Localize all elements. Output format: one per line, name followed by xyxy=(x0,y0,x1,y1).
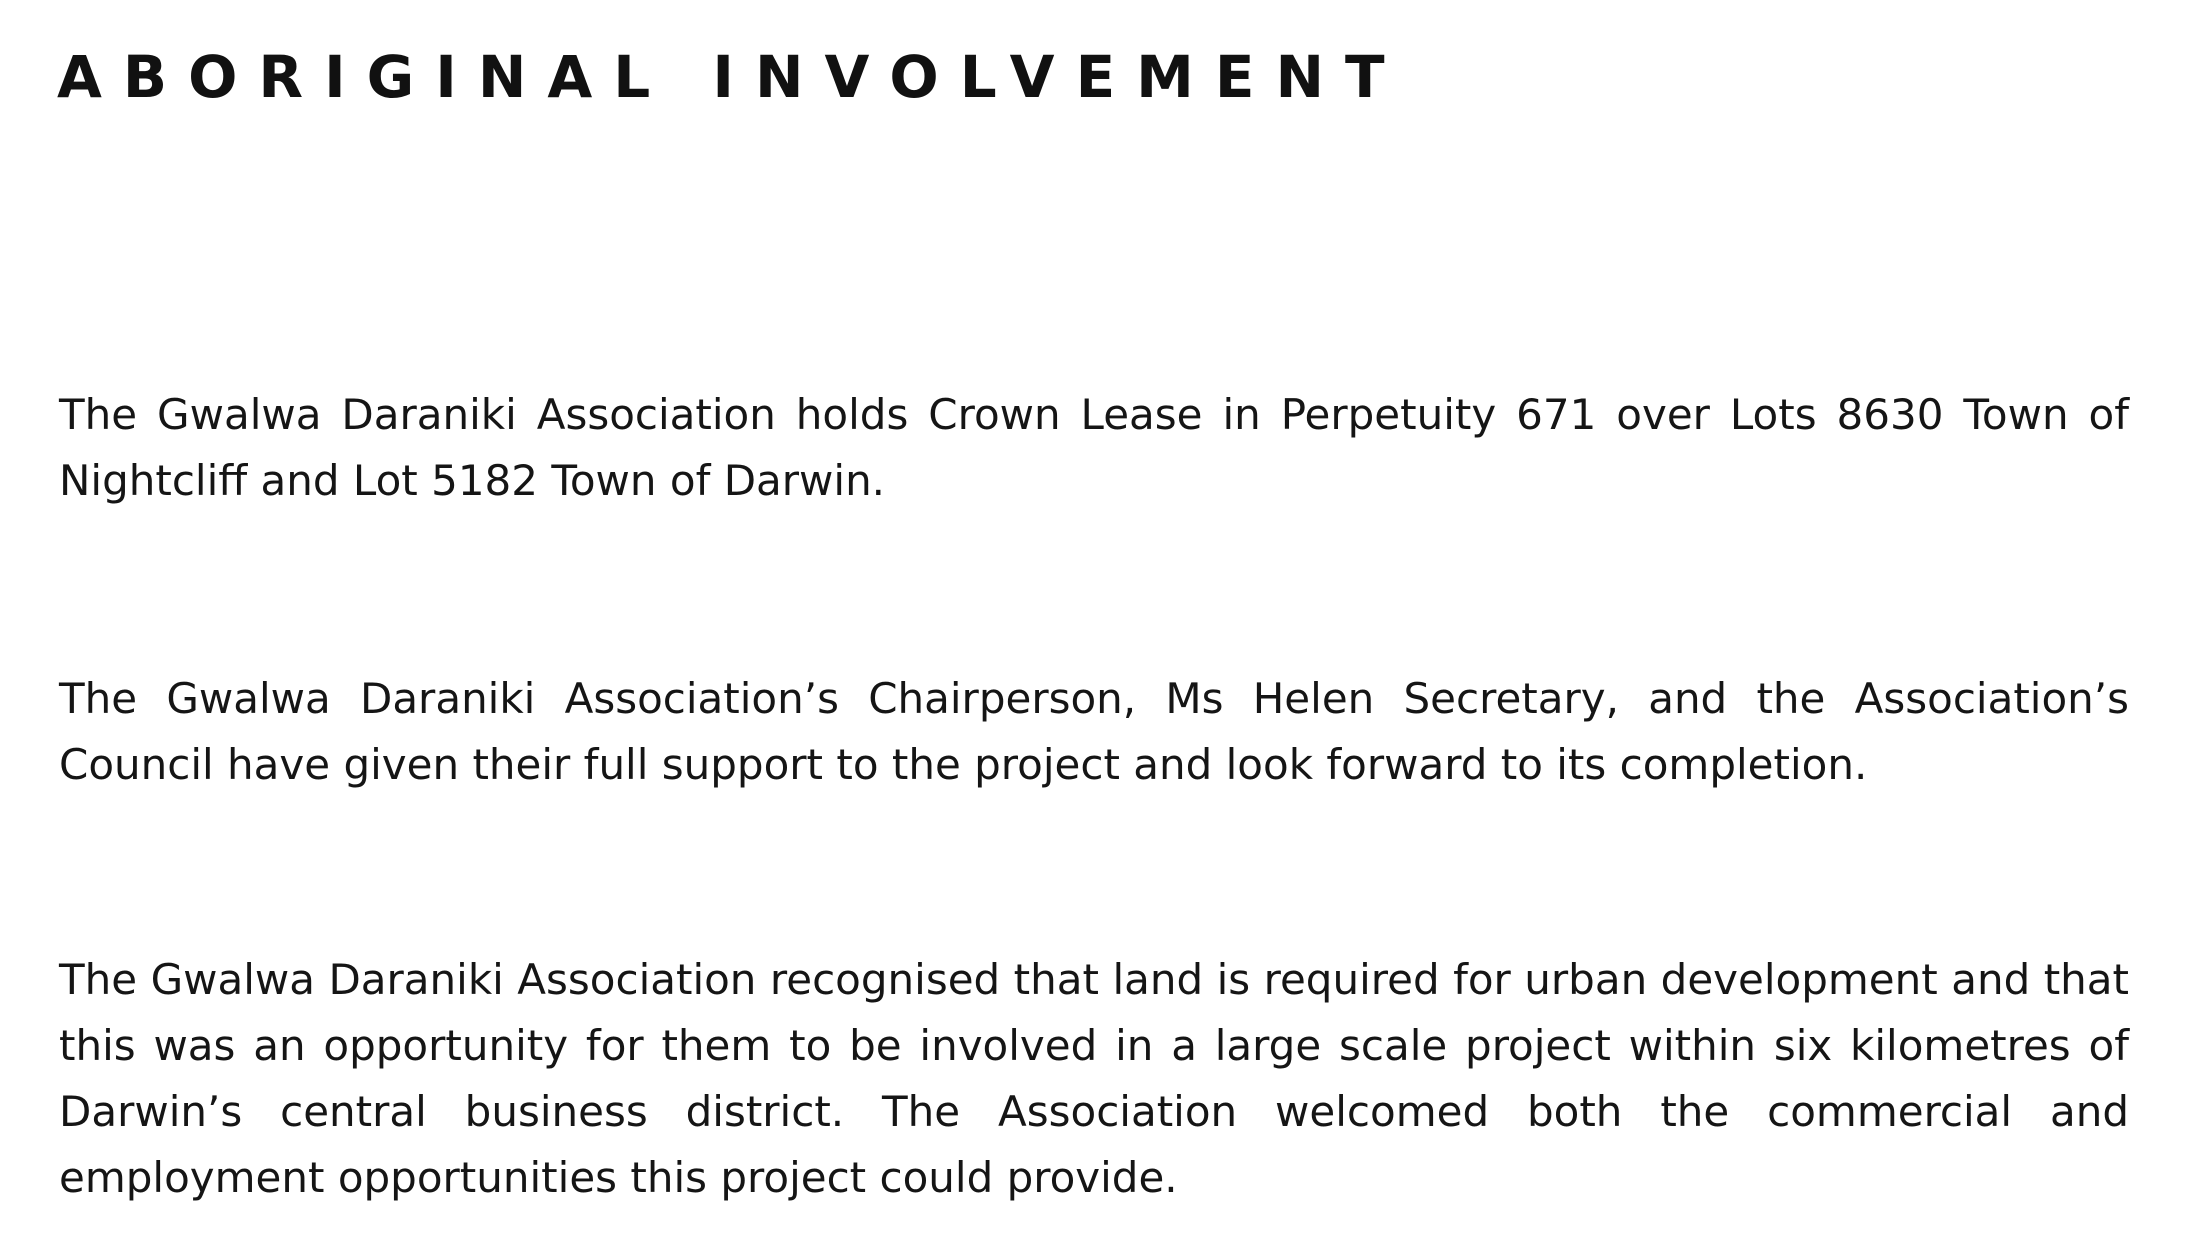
paragraph-opportunities: The Gwalwa Daraniki Association recognised that land is required for urban development and that this was an opportunity for them to be involved in a large scale project within six kilometres of Darwin’s central business district. The Association welcomed both the commercial and employment opportunities this project could provide. xyxy=(59,955,2129,1202)
paragraph-council-support: The Gwalwa Daraniki Association’s Chairperson, Ms Helen Secretary, and the Association’s Council have given their full support to the project and look forward to its completion. xyxy=(59,674,2129,789)
paragraph-crown-lease: The Gwalwa Daraniki Association holds Crown Lease in Perpetuity 671 over Lots 8630 Town of Nightcliff and Lot 5182 Town of Darwin. xyxy=(59,390,2129,505)
section-heading: ABORIGINAL INVOLVEMENT xyxy=(57,43,1406,111)
